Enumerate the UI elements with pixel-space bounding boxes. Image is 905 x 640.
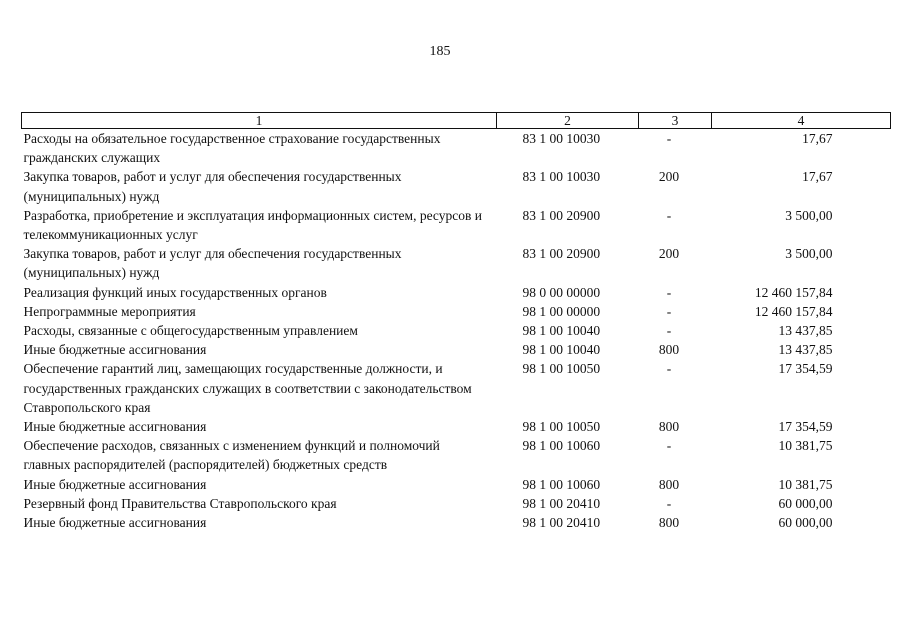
row-name: Иные бюджетные ассигнования [23, 515, 207, 531]
row-name: Расходы, связанные с общегосударственным управлением [23, 323, 358, 339]
row-code: 98 1 00 20410 [522, 515, 601, 531]
row-type: - [666, 303, 672, 319]
row-code: 98 1 00 10040 [522, 323, 601, 339]
row-code: 83 1 00 10030 [522, 169, 601, 185]
column-header-1: 1 [22, 113, 497, 129]
row-name: Расходы на обязательное государственное страхование государственных гражданских служащих [23, 131, 441, 166]
row-code: 83 1 00 10030 [522, 131, 601, 146]
table-row [22, 244, 891, 282]
table-row [22, 475, 891, 494]
table-row [22, 513, 891, 532]
row-type: - [666, 323, 672, 339]
budget-table [21, 112, 891, 532]
row-name: Обеспечение гарантий лиц, замещающих государственные должности, и государственных гражданских служащих в соответствии с законодательством Ставропольского края [23, 361, 472, 415]
page-number: 185 [429, 44, 451, 59]
row-code: 98 1 00 10040 [522, 342, 601, 358]
table-row [22, 321, 891, 340]
row-type: - [666, 361, 672, 377]
row-code: 83 1 00 20900 [522, 207, 601, 223]
table-row [22, 167, 891, 205]
row-name: Иные бюджетные ассигнования [23, 419, 207, 435]
table-row [22, 417, 891, 436]
column-header-4: 4 [712, 113, 891, 129]
row-name: Резервный фонд Правительства Ставропольского края [23, 495, 337, 511]
row-type: - [666, 284, 672, 300]
row-code: 98 1 00 10050 [522, 419, 601, 435]
row-amount: 12 460 157,84 [754, 303, 833, 319]
row-type: 800 [658, 342, 680, 358]
row-type: 200 [658, 246, 680, 262]
row-amount: 12 460 157,84 [754, 284, 833, 300]
row-name: Реализация функций иных государственных органов [23, 284, 327, 300]
row-code: 98 1 00 10060 [522, 438, 601, 454]
row-name: Разработка, приобретение и эксплуатация информационных систем, ресурсов и телекоммуникационных услуг [23, 207, 482, 243]
row-name: Обеспечение расходов, связанных с изменением функций и полномочий главных распорядителей (распорядителей) бюджетных средств [23, 438, 440, 473]
row-amount: 17,67 [802, 131, 833, 146]
row-type: 800 [658, 419, 680, 435]
row-code: 83 1 00 20900 [522, 246, 601, 262]
row-code: 98 0 00 00000 [522, 284, 601, 300]
row-amount: 17,67 [802, 169, 833, 185]
table-row [22, 129, 891, 168]
row-name: Закупка товаров, работ и услуг для обеспечения государственных (муниципальных) нужд [23, 246, 402, 281]
row-amount: 17 354,59 [778, 361, 833, 377]
header-row [22, 113, 891, 129]
row-code: 98 1 00 10060 [522, 476, 601, 492]
table-row [22, 206, 891, 244]
row-code: 98 1 00 20410 [522, 495, 601, 511]
row-amount: 10 381,75 [778, 438, 833, 454]
row-name: Непрограммные мероприятия [23, 303, 196, 319]
column-header-2: 2 [497, 113, 639, 129]
row-amount: 13 437,85 [778, 342, 833, 358]
row-name: Закупка товаров, работ и услуг для обеспечения государственных (муниципальных) нужд [23, 169, 402, 204]
column-header-3: 3 [639, 113, 712, 129]
row-name: Иные бюджетные ассигнования [23, 476, 207, 492]
row-type: 800 [658, 515, 680, 531]
table-body [22, 129, 891, 533]
row-type: 800 [658, 476, 680, 492]
row-type: - [666, 438, 672, 454]
table-row [22, 340, 891, 359]
row-amount: 10 381,75 [778, 476, 833, 492]
row-amount: 3 500,00 [785, 207, 833, 223]
table-row [22, 359, 891, 417]
row-amount: 3 500,00 [785, 246, 833, 262]
row-type: - [666, 495, 672, 511]
row-code: 98 1 00 10050 [522, 361, 601, 377]
table-header [22, 113, 891, 129]
row-code: 98 1 00 00000 [522, 303, 601, 319]
row-type: 200 [658, 169, 680, 185]
row-amount: 17 354,59 [778, 419, 833, 435]
row-name: Иные бюджетные ассигнования [23, 342, 207, 358]
table-row [22, 494, 891, 513]
row-type: - [666, 207, 672, 223]
table-row [22, 436, 891, 474]
row-amount: 13 437,85 [778, 323, 833, 339]
table-row [22, 302, 891, 321]
row-amount: 60 000,00 [778, 495, 833, 511]
table-row [22, 283, 891, 302]
row-type: - [666, 131, 672, 146]
row-amount: 60 000,00 [778, 515, 833, 531]
